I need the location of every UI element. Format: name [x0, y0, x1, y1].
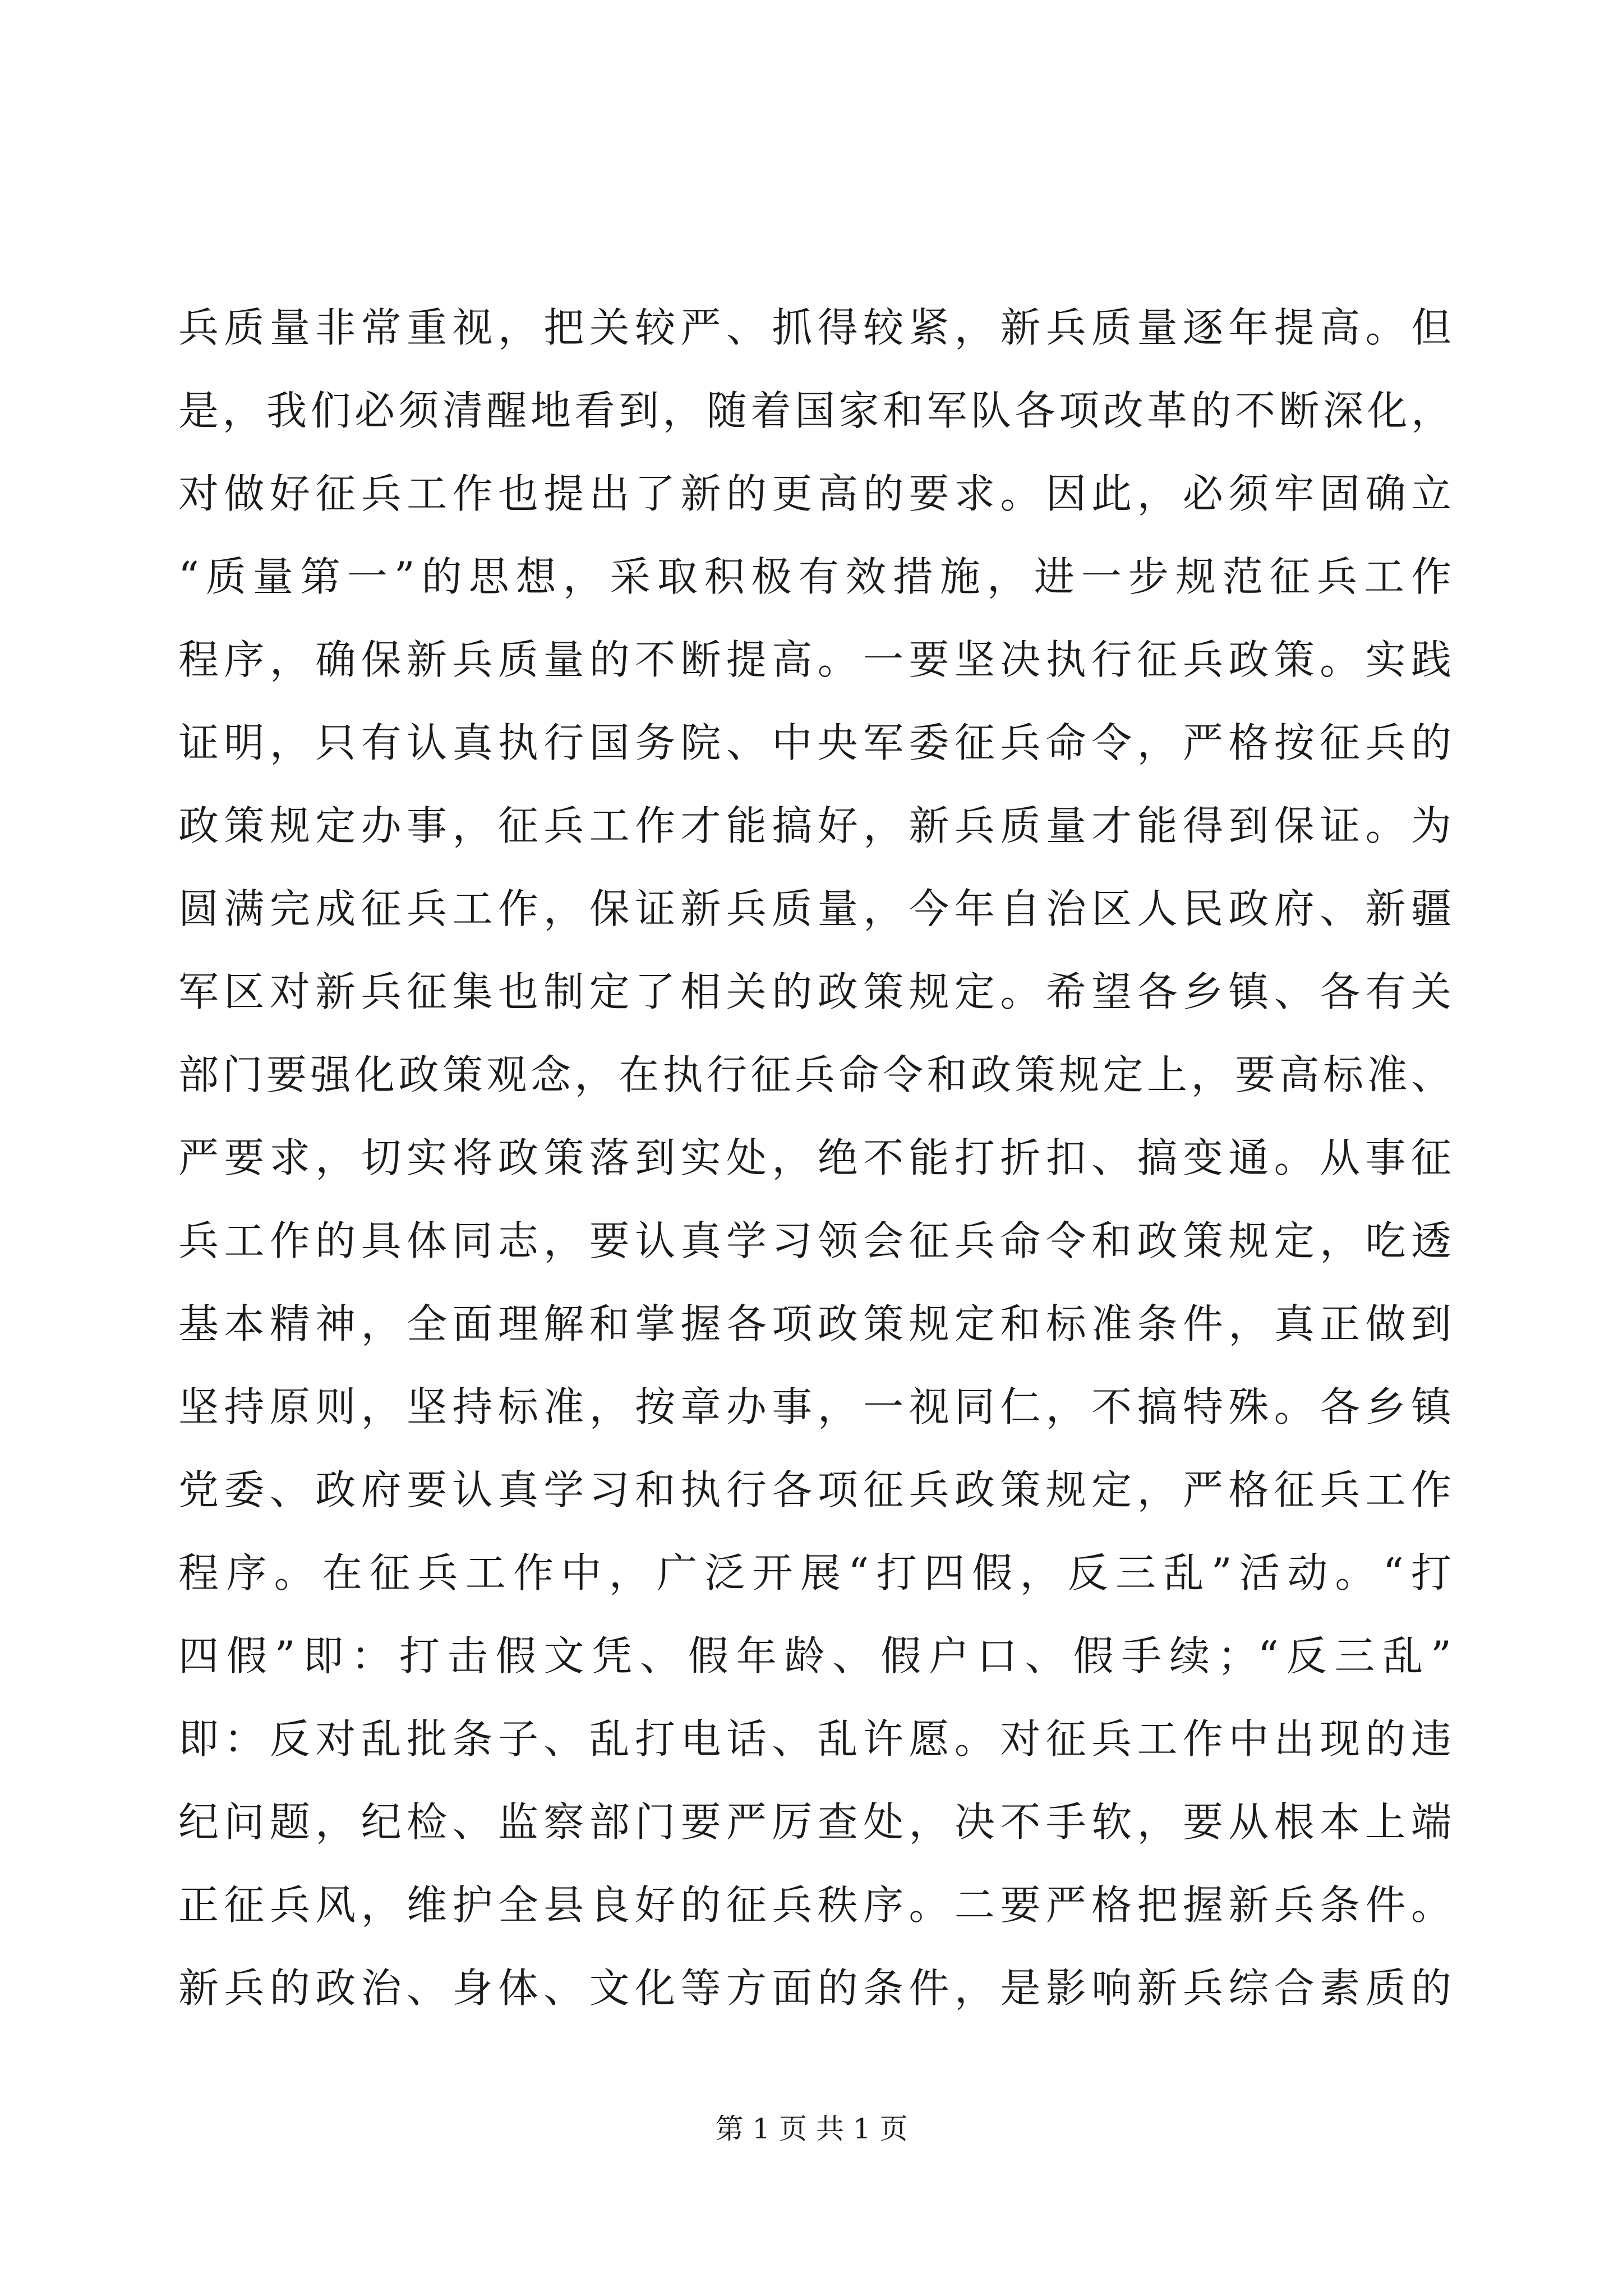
text-line: 程序，确保新兵质量的不断提高。一要坚决执行征兵政策。实践	[178, 636, 1451, 683]
text-line: 兵质量非常重视，把关较严、抓得较紧，新兵质量逐年提高。但	[178, 304, 1451, 351]
text-line: 兵工作的具体同志，要认真学习领会征兵命令和政策规定，吃透	[178, 1217, 1451, 1264]
text-line: 正征兵风，维护全县良好的征兵秩序。二要严格把握新兵条件。	[178, 1881, 1451, 1929]
text-line: 即：反对乱批条子、乱打电话、乱许愿。对征兵工作中出现的违	[178, 1715, 1451, 1763]
text-line: 部门要强化政策观念，在执行征兵命令和政策规定上，要高标准、	[178, 1051, 1451, 1098]
page-footer	[0, 2109, 1623, 2148]
text-line: 基本精神，全面理解和掌握各项政策规定和标准条件，真正做到	[178, 1300, 1451, 1347]
text-line: 军区对新兵征集也制定了相关的政策规定。希望各乡镇、各有关	[178, 968, 1451, 1015]
text-line: 纪问题，纪检、监察部门要严厉查处，决不手软，要从根本上端	[178, 1798, 1451, 1846]
page-number: 第 1 页 共 1 页	[715, 2113, 908, 2145]
text-line: 政策规定办事，征兵工作才能搞好，新兵质量才能得到保证。为	[178, 802, 1451, 849]
text-line: “质量第一”的思想，采取积极有效措施，进一步规范征兵工作	[178, 553, 1451, 600]
text-line: 是，我们必须清醒地看到，随着国家和军队各项改革的不断深化，	[178, 387, 1451, 434]
text-line: 圆满完成征兵工作，保证新兵质量，今年自治区人民政府、新疆	[178, 885, 1451, 932]
text-line: 坚持原则，坚持标准，按章办事，一视同仁，不搞特殊。各乡镇	[178, 1383, 1451, 1430]
text-line: 新兵的政治、身体、文化等方面的条件，是影响新兵综合素质的	[178, 1964, 1451, 2012]
text-line: 对做好征兵工作也提出了新的更高的要求。因此，必须牢固确立	[178, 470, 1451, 517]
text-line: 程序。在征兵工作中，广泛开展“打四假，反三乱”活动。“打	[178, 1549, 1451, 1596]
text-line: 四假”即：打击假文凭、假年龄、假户口、假手续；“反三乱”	[178, 1632, 1451, 1680]
text-line: 严要求，切实将政策落到实处，绝不能打折扣、搞变通。从事征	[178, 1134, 1451, 1181]
text-line: 证明，只有认真执行国务院、中央军委征兵命令，严格按征兵的	[178, 719, 1451, 766]
text-line: 党委、政府要认真学习和执行各项征兵政策规定，严格征兵工作	[178, 1466, 1451, 1513]
body-text	[178, 286, 1451, 2030]
